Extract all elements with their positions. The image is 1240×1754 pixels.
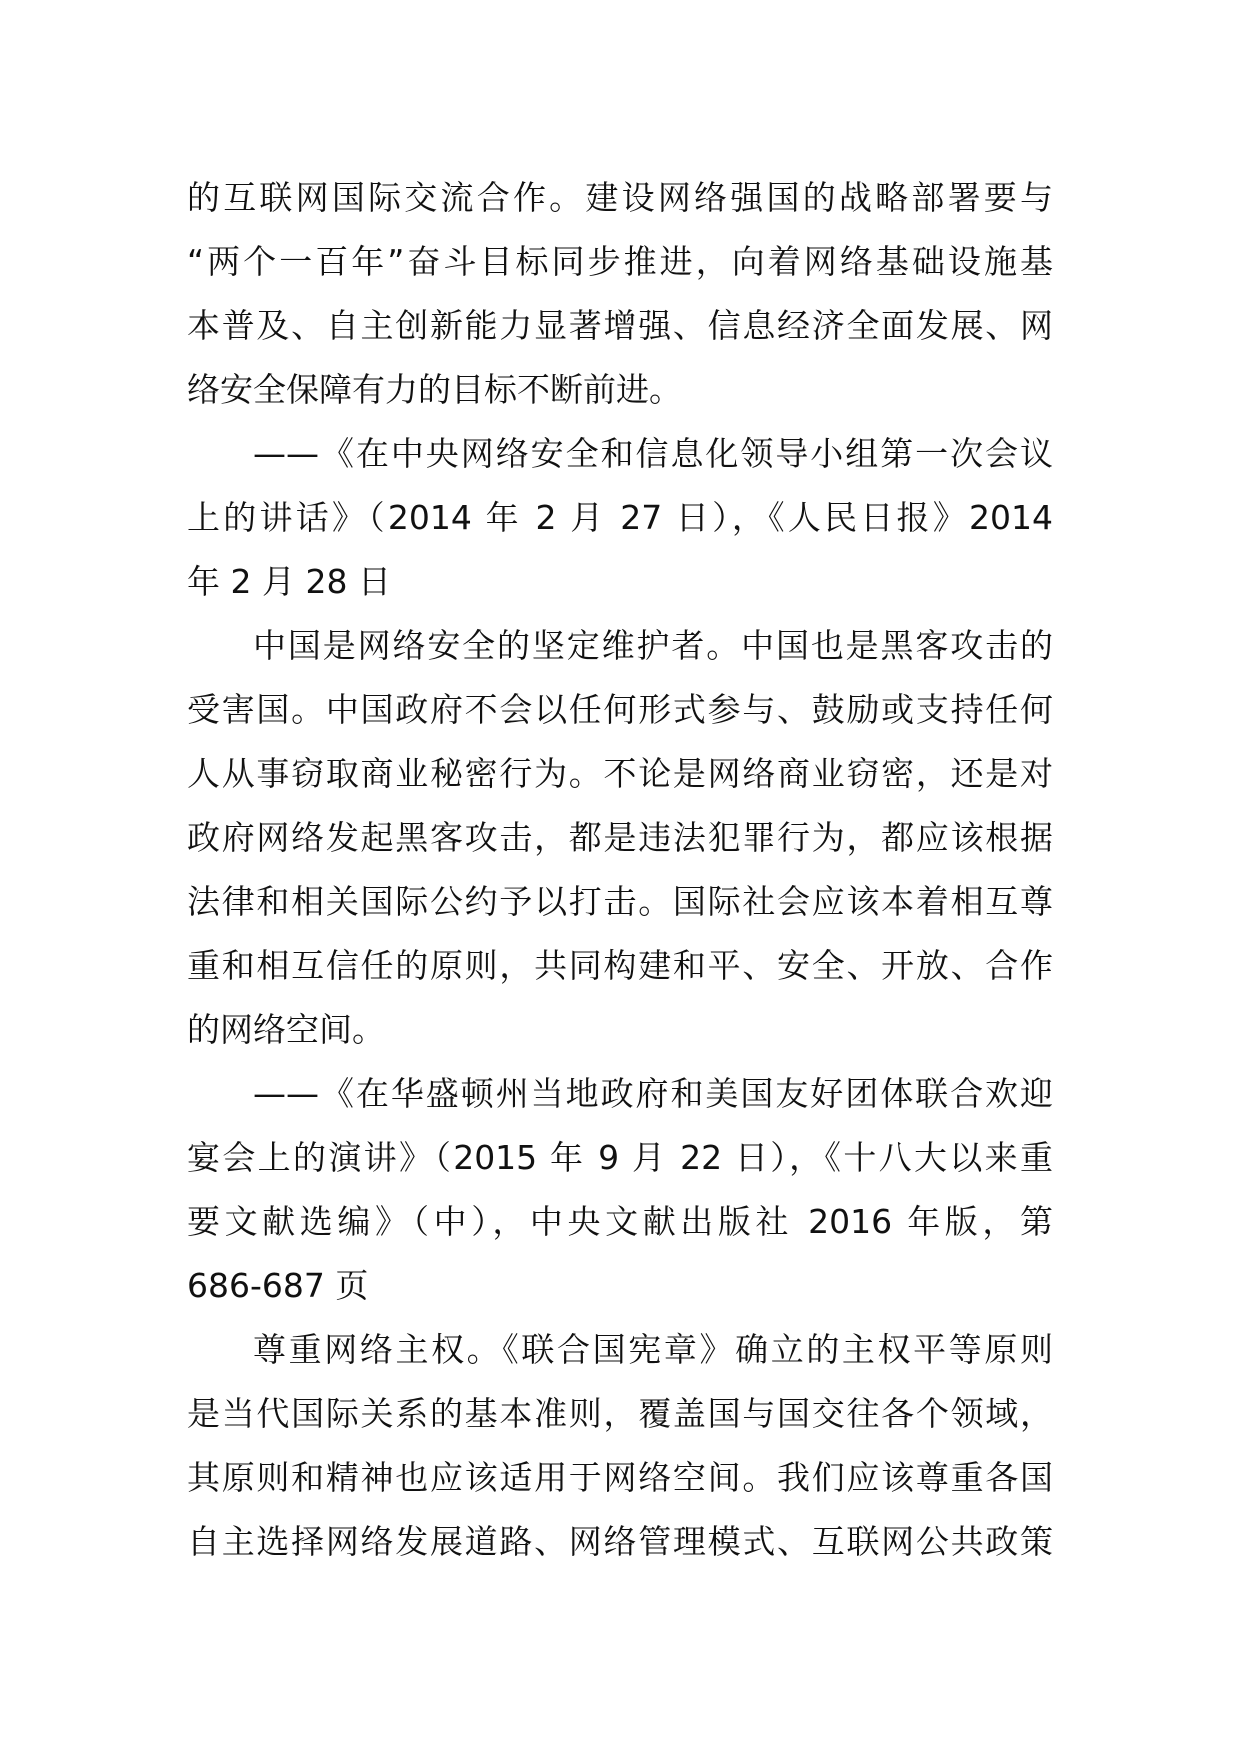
text-line: 中国是网络安全的坚定维护者。中国也是黑客攻击的 — [253, 626, 1053, 665]
text-line: 自主选择网络发展道路、网络管理模式、互联网公共政策 — [187, 1522, 1053, 1561]
text-line: 络安全保障有力的目标不断前进。 — [187, 370, 682, 409]
text-line: 上的讲话》（2014 年 2 月 27 日），《人民日报》2014 — [187, 498, 1053, 537]
text-line: 受害国。中国政府不会以任何形式参与、鼓励或支持任何 — [187, 690, 1053, 729]
text-line: 政府网络发起黑客攻击，都是违法犯罪行为，都应该根据 — [187, 818, 1053, 857]
text-line: 年 2 月 28 日 — [187, 562, 391, 601]
text-line: 是当代国际关系的基本准则，覆盖国与国交往各个领域， — [187, 1394, 1053, 1433]
text-line: 法律和相关国际公约予以打击。国际社会应该本着相互尊 — [187, 882, 1053, 921]
text-line: 人从事窃取商业秘密行为。不论是网络商业窃密，还是对 — [187, 754, 1053, 793]
text-line: 要文献选编》（中），中央文献出版社 2016 年版，第 — [187, 1202, 1053, 1241]
text-line: 的网络空间。 — [187, 1010, 385, 1049]
text-line: 尊重网络主权。《联合国宪章》确立的主权平等原则 — [253, 1330, 1053, 1369]
text-line: 的互联网国际交流合作。建设网络强国的战略部署要与 — [187, 178, 1053, 217]
text-line: 宴会上的演讲》（2015 年 9 月 22 日），《十八大以来重 — [187, 1138, 1053, 1177]
text-line: 重和相互信任的原则，共同构建和平、安全、开放、合作 — [187, 946, 1053, 985]
text-line: 其原则和精神也应该适用于网络空间。我们应该尊重各国 — [187, 1458, 1053, 1497]
text-line: “两个一百年”奋斗目标同步推进，向着网络基础设施基 — [187, 242, 1053, 281]
text-line: ——《在华盛顿州当地政府和美国友好团体联合欢迎 — [253, 1074, 1053, 1113]
text-line: ——《在中央网络安全和信息化领导小组第一次会议 — [253, 434, 1053, 473]
document-body — [187, 166, 1053, 1574]
text-line: 本普及、自主创新能力显著增强、信息经济全面发展、网 — [187, 306, 1053, 345]
text-line: 686-687 页 — [187, 1266, 369, 1305]
